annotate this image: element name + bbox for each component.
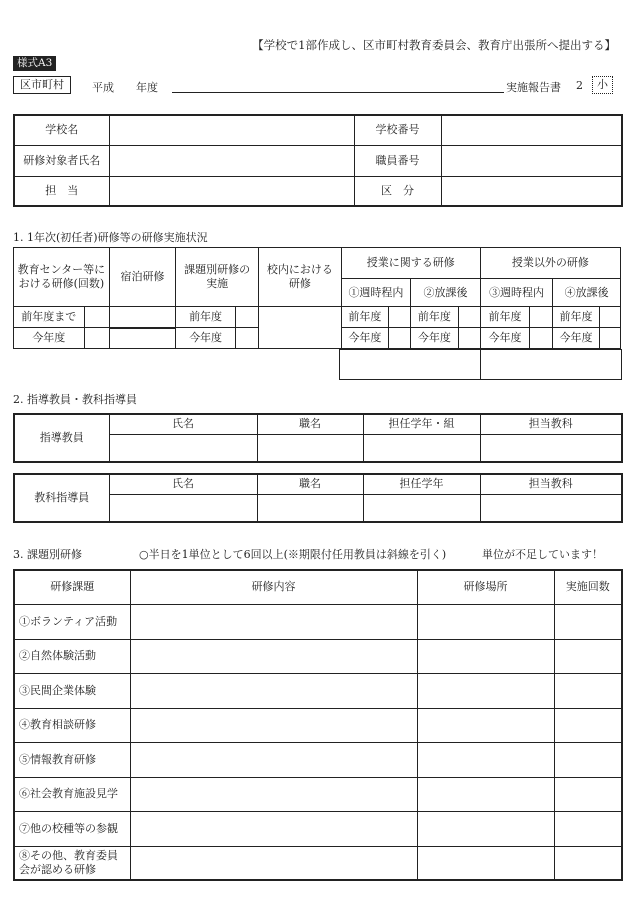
sg-subject-header: 担当教科: [480, 474, 622, 494]
prev-until-label: 前年度まで: [14, 307, 85, 328]
topic-row-label: ①ボランティア活動: [14, 604, 130, 639]
district-box: 区市町村: [13, 76, 71, 94]
guide-gradeclass-cell[interactable]: [363, 434, 480, 462]
content-cell[interactable]: [130, 604, 417, 639]
in-charge-label: 担 当: [14, 176, 109, 206]
count-cell[interactable]: [554, 811, 622, 846]
section1-title: 1. 1年次(初任者)研修等の研修実施状況: [13, 231, 208, 244]
inschool-cell[interactable]: [259, 307, 342, 349]
topic-row-label: ②自然体験活動: [14, 639, 130, 673]
school-type-box: 小: [592, 76, 613, 94]
section3-title: 3. 課題別研修: [13, 548, 82, 561]
guide-name-header: 氏名: [109, 414, 257, 434]
place-cell[interactable]: [417, 846, 554, 880]
s3-prev-label: 前年度: [480, 307, 529, 328]
s4-prev-cell[interactable]: [599, 307, 620, 328]
s1-this-label: 今年度: [341, 328, 388, 349]
count-cell[interactable]: [554, 673, 622, 708]
school-name-label: 学校名: [14, 115, 109, 145]
count-cell[interactable]: [554, 708, 622, 742]
content-cell[interactable]: [130, 777, 417, 811]
count-header: 実施回数: [554, 570, 622, 604]
guide-subject-cell[interactable]: [480, 434, 622, 462]
section3-note: ○半日を1単位として6回以上(※期限付任用教員は斜線を引く): [139, 548, 447, 561]
count-cell[interactable]: [554, 639, 622, 673]
sg-name-cell[interactable]: [109, 494, 257, 522]
content-cell[interactable]: [130, 811, 417, 846]
s1-prev-cell[interactable]: [389, 307, 411, 328]
place-header: 研修場所: [417, 570, 554, 604]
sg-grade-header: 担任学年: [363, 474, 480, 494]
topic-this-cell[interactable]: [235, 328, 258, 349]
in-charge-cell[interactable]: [109, 176, 354, 206]
report-number: 2: [576, 79, 583, 92]
s4-prev-label: 前年度: [553, 307, 599, 328]
this-year-label: 今年度: [14, 328, 85, 349]
sg-position-header: 職名: [257, 474, 363, 494]
category-cell[interactable]: [441, 176, 622, 206]
count-cell[interactable]: [554, 604, 622, 639]
content-cell[interactable]: [130, 673, 417, 708]
guide-teacher-table: [13, 413, 623, 463]
trainee-name-label: 研修対象者氏名: [14, 145, 109, 176]
s3-prev-cell[interactable]: [530, 307, 553, 328]
topic-row-label: ④教育相談研修: [14, 708, 130, 742]
year-label: 年度: [136, 81, 158, 94]
topic-row-label: ⑧その他、教育委員会が認める研修: [14, 846, 130, 880]
topic-training-table: [13, 569, 623, 881]
guide-teacher-label: 指導教員: [14, 414, 109, 462]
staff-no-cell[interactable]: [441, 145, 622, 176]
sub-afterschool-2: ②放課後: [411, 279, 481, 307]
content-header: 研修内容: [130, 570, 417, 604]
s2-this-label: 今年度: [411, 328, 458, 349]
place-cell[interactable]: [417, 673, 554, 708]
s1-prev-label: 前年度: [341, 307, 388, 328]
s2-prev-cell[interactable]: [458, 307, 480, 328]
guide-name-cell[interactable]: [109, 434, 257, 462]
subject-guide-table: [13, 473, 623, 523]
school-no-label: 学校番号: [354, 115, 441, 145]
submission-note: 【学校で1部作成し、区市町村教育委員会、教育庁出張所へ提出する】: [252, 38, 616, 52]
center-training-header: 教育センター等における研修(回数): [14, 248, 110, 307]
sub-weekly-1: ①週時程内: [341, 279, 411, 307]
sg-name-header: 氏名: [109, 474, 257, 494]
count-cell[interactable]: [554, 742, 622, 777]
this-year-cell[interactable]: [84, 328, 109, 349]
guide-position-cell[interactable]: [257, 434, 363, 462]
sg-subject-cell[interactable]: [480, 494, 622, 522]
sub-afterschool-4: ④放課後: [553, 279, 621, 307]
topic-row-label: ⑥社会教育施設見学: [14, 777, 130, 811]
lodging-prev-cell[interactable]: [109, 307, 176, 328]
place-cell[interactable]: [417, 742, 554, 777]
lodging-header: 宿泊研修: [109, 248, 176, 307]
content-cell[interactable]: [130, 708, 417, 742]
place-cell[interactable]: [417, 777, 554, 811]
school-name-cell[interactable]: [109, 115, 354, 145]
topic-row-label: ⑦他の校種等の参観: [14, 811, 130, 846]
sg-position-cell[interactable]: [257, 494, 363, 522]
inschool-header: 校内における研修: [259, 248, 342, 307]
report-title: 実施報告書: [506, 81, 561, 94]
s4-this-label: 今年度: [553, 328, 599, 349]
info-table: [13, 114, 623, 207]
topic-this-label: 今年度: [176, 328, 235, 349]
topic-prev-label: 前年度: [176, 307, 235, 328]
section2-title: 2. 指導教員・教科指導員: [13, 393, 137, 406]
guide-subject-header: 担当教科: [480, 414, 622, 434]
nonclass-training-header: 授業以外の研修: [480, 248, 620, 279]
unit-warning: 単位が不足しています！: [482, 548, 603, 561]
era-label: 平成: [92, 81, 114, 94]
sub-weekly-3: ③週時程内: [480, 279, 553, 307]
prev-until-cell[interactable]: [84, 307, 109, 328]
place-cell[interactable]: [417, 708, 554, 742]
title-underline: [172, 92, 504, 93]
subject-guide-label: 教科指導員: [14, 474, 109, 522]
content-cell[interactable]: [130, 742, 417, 777]
topic-training-header: 課題別研修の実施: [176, 248, 259, 307]
s4-this-cell[interactable]: [599, 328, 620, 349]
class-training-header: 授業に関する研修: [341, 248, 480, 279]
content-cell[interactable]: [130, 639, 417, 673]
content-cell[interactable]: [130, 846, 417, 880]
count-cell[interactable]: [554, 846, 622, 880]
class-total-box[interactable]: [339, 349, 481, 380]
form-label: 様式A3: [13, 56, 56, 71]
s3-this-cell[interactable]: [530, 328, 553, 349]
sg-grade-cell[interactable]: [363, 494, 480, 522]
place-cell[interactable]: [417, 811, 554, 846]
guide-gradeclass-header: 担任学年・組: [363, 414, 480, 434]
lodging-this-cell[interactable]: [109, 328, 176, 349]
guide-position-header: 職名: [257, 414, 363, 434]
topic-prev-cell[interactable]: [235, 307, 258, 328]
s2-prev-label: 前年度: [411, 307, 458, 328]
place-cell[interactable]: [417, 639, 554, 673]
s3-this-label: 今年度: [480, 328, 529, 349]
nonclass-total-box[interactable]: [480, 349, 622, 380]
place-cell[interactable]: [417, 604, 554, 639]
topic-header: 研修課題: [14, 570, 130, 604]
section1-table: [13, 247, 621, 349]
topic-row-label: ③民間企業体験: [14, 673, 130, 708]
staff-no-label: 職員番号: [354, 145, 441, 176]
topic-row-label: ⑤情報教育研修: [14, 742, 130, 777]
trainee-name-cell[interactable]: [109, 145, 354, 176]
s2-this-cell[interactable]: [458, 328, 480, 349]
school-no-cell[interactable]: [441, 115, 622, 145]
category-label: 区 分: [354, 176, 441, 206]
s1-this-cell[interactable]: [389, 328, 411, 349]
count-cell[interactable]: [554, 777, 622, 811]
